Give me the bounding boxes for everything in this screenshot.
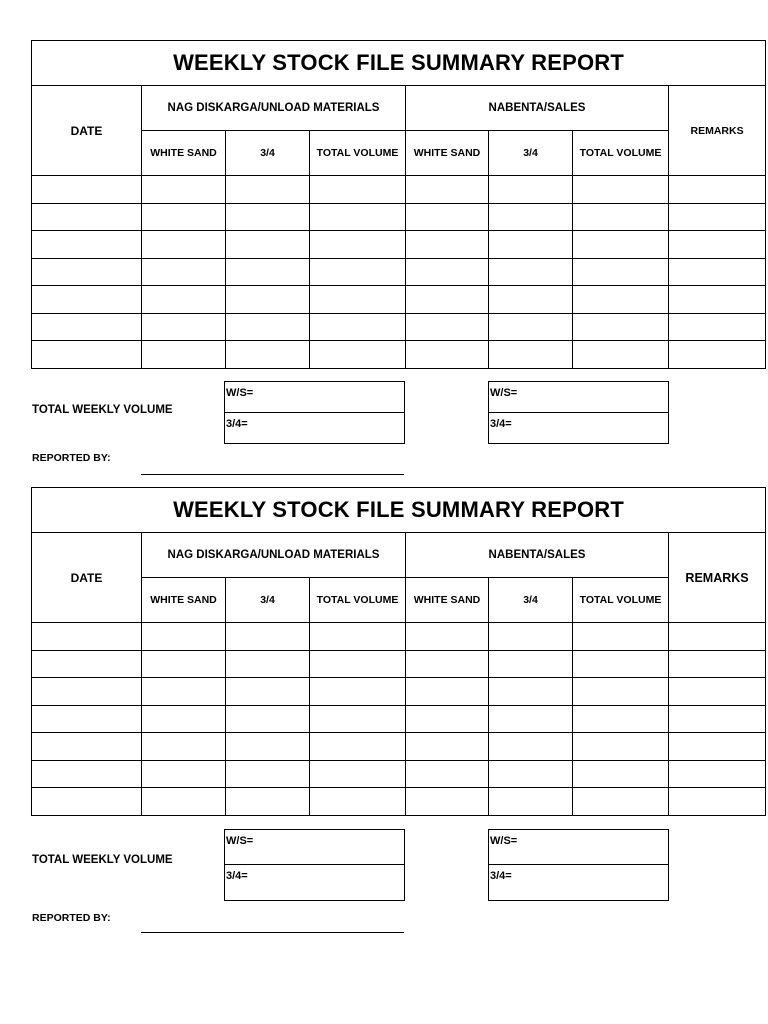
entry-cell[interactable] (573, 231, 669, 259)
entry-cell[interactable] (226, 788, 310, 816)
entry-cell[interactable] (669, 341, 766, 369)
entry-cell[interactable] (573, 203, 669, 231)
reported-by-signature-line[interactable] (141, 474, 404, 475)
unload-materials-header: NAG DISKARGA/UNLOAD MATERIALS (142, 533, 406, 578)
entry-cell[interactable] (489, 286, 573, 314)
sales-totals-box (488, 381, 669, 444)
unload-ws-total-field[interactable]: W/S= (225, 382, 404, 413)
entry-cell[interactable] (226, 760, 310, 788)
entry-cell[interactable] (310, 733, 406, 761)
entry-cell[interactable] (226, 286, 310, 314)
entry-cell[interactable] (142, 286, 226, 314)
entry-cell[interactable] (310, 623, 406, 651)
total-weekly-volume-label: TOTAL WEEKLY VOLUME (32, 403, 173, 416)
entry-cell[interactable] (573, 313, 669, 341)
unload-ws-total-field[interactable]: W/S= (225, 830, 404, 865)
entry-cell[interactable] (142, 760, 226, 788)
entry-cell[interactable] (406, 203, 489, 231)
entry-cell[interactable] (669, 313, 766, 341)
entry-cell[interactable] (226, 623, 310, 651)
entry-cell[interactable] (573, 788, 669, 816)
table-row (32, 203, 766, 231)
remarks-header: REMARKS (669, 86, 766, 176)
entry-cell[interactable] (573, 705, 669, 733)
entry-cell[interactable] (406, 286, 489, 314)
entry-cell[interactable] (489, 733, 573, 761)
entry-cell[interactable] (669, 733, 766, 761)
entry-cell[interactable] (32, 313, 142, 341)
entry-cell[interactable] (669, 258, 766, 286)
entry-cell[interactable] (226, 231, 310, 259)
entry-cell[interactable] (310, 650, 406, 678)
reported-by-label: REPORTED BY: (32, 451, 111, 464)
entry-cell[interactable] (669, 705, 766, 733)
sales-ws-total-field[interactable]: W/S= (489, 382, 668, 413)
entry-cell[interactable] (142, 705, 226, 733)
table-row (32, 341, 766, 369)
sales-header: NABENTA/SALES (406, 533, 669, 578)
entry-cell[interactable] (142, 788, 226, 816)
entry-cell[interactable] (669, 176, 766, 204)
entry-cell[interactable] (226, 176, 310, 204)
entry-cell[interactable] (573, 286, 669, 314)
entry-cell[interactable] (406, 176, 489, 204)
entry-cell[interactable] (32, 760, 142, 788)
entry-cell[interactable] (142, 231, 226, 259)
entry-cell[interactable] (32, 623, 142, 651)
entry-cell[interactable] (669, 650, 766, 678)
entry-cell[interactable] (32, 678, 142, 706)
entry-cell[interactable] (226, 678, 310, 706)
entry-cell[interactable] (489, 650, 573, 678)
entry-cell[interactable] (489, 705, 573, 733)
entry-cell[interactable] (142, 203, 226, 231)
entry-cell[interactable] (406, 788, 489, 816)
table-row (32, 705, 766, 733)
unload-white-sand-header: WHITE SAND (142, 578, 226, 623)
table-row (32, 231, 766, 259)
totals-section (31, 369, 765, 479)
entry-cell[interactable] (489, 788, 573, 816)
entry-cell[interactable] (573, 733, 669, 761)
unload-total-volume-header: TOTAL VOLUME (310, 131, 406, 176)
entry-cell[interactable] (489, 313, 573, 341)
entry-cell[interactable] (32, 341, 142, 369)
entry-cell[interactable] (669, 286, 766, 314)
sales-three-quarter-total-field[interactable]: 3/4= (490, 869, 512, 882)
report-title: WEEKLY STOCK FILE SUMMARY REPORT (32, 488, 766, 533)
entry-cell[interactable] (226, 650, 310, 678)
entry-cell[interactable] (573, 678, 669, 706)
reported-by-label: REPORTED BY: (32, 911, 111, 924)
entry-cell[interactable] (669, 788, 766, 816)
entry-cell[interactable] (32, 231, 142, 259)
entry-cell[interactable] (669, 231, 766, 259)
table-row (32, 313, 766, 341)
report-title: WEEKLY STOCK FILE SUMMARY REPORT (32, 41, 766, 86)
entry-cell[interactable] (489, 341, 573, 369)
entry-cell[interactable] (226, 733, 310, 761)
entry-cell[interactable] (32, 286, 142, 314)
entry-cell[interactable] (32, 788, 142, 816)
table-row (32, 176, 766, 204)
entry-cell[interactable] (310, 678, 406, 706)
entry-cell[interactable] (406, 678, 489, 706)
sales-total-volume-header: TOTAL VOLUME (573, 131, 669, 176)
entry-cell[interactable] (406, 650, 489, 678)
entry-cell[interactable] (669, 623, 766, 651)
entry-cell[interactable] (226, 341, 310, 369)
table-row (32, 760, 766, 788)
entry-cell[interactable] (310, 760, 406, 788)
entry-cell[interactable] (573, 258, 669, 286)
entry-cell[interactable] (489, 678, 573, 706)
entry-cell[interactable] (573, 760, 669, 788)
entry-cell[interactable] (142, 733, 226, 761)
entry-cell[interactable] (310, 203, 406, 231)
stock-report-form-2 (31, 487, 765, 926)
entry-cell[interactable] (406, 341, 489, 369)
entry-cell[interactable] (489, 231, 573, 259)
entry-cell[interactable] (310, 286, 406, 314)
unload-three-quarter-total-field[interactable]: 3/4= (226, 869, 248, 882)
entry-cell[interactable] (669, 760, 766, 788)
unload-three-quarter-header: 3/4 (226, 131, 310, 176)
entry-cell[interactable] (142, 650, 226, 678)
entry-cell[interactable] (573, 341, 669, 369)
stock-report-table (31, 487, 766, 816)
stock-report-form-1 (31, 40, 765, 479)
entry-cell[interactable] (669, 678, 766, 706)
sales-header: NABENTA/SALES (406, 86, 669, 131)
unload-materials-header: NAG DISKARGA/UNLOAD MATERIALS (142, 86, 406, 131)
entry-cell[interactable] (573, 623, 669, 651)
table-row (32, 678, 766, 706)
entry-cell[interactable] (142, 258, 226, 286)
entry-cell[interactable] (32, 258, 142, 286)
entry-cell[interactable] (406, 760, 489, 788)
entry-cell[interactable] (406, 733, 489, 761)
entry-cell[interactable] (489, 258, 573, 286)
entry-cell[interactable] (406, 313, 489, 341)
entry-cell[interactable] (142, 623, 226, 651)
entry-cell[interactable] (142, 341, 226, 369)
entry-cell[interactable] (310, 258, 406, 286)
entry-cell[interactable] (226, 203, 310, 231)
entry-cell[interactable] (406, 623, 489, 651)
table-row (32, 258, 766, 286)
entry-cell[interactable] (32, 733, 142, 761)
sales-white-sand-header: WHITE SAND (406, 131, 489, 176)
entry-cell[interactable] (32, 650, 142, 678)
entry-cell[interactable] (310, 313, 406, 341)
entry-cell[interactable] (573, 650, 669, 678)
unload-totals-box (224, 381, 405, 444)
table-row (32, 788, 766, 816)
sales-white-sand-header: WHITE SAND (406, 578, 489, 623)
entry-cell[interactable] (489, 203, 573, 231)
entry-cell[interactable] (489, 623, 573, 651)
entry-cell[interactable] (310, 341, 406, 369)
reported-by-signature-line[interactable] (141, 932, 404, 933)
sales-totals-box (488, 829, 669, 901)
sales-three-quarter-header: 3/4 (489, 131, 573, 176)
table-row (32, 650, 766, 678)
total-weekly-volume-label: TOTAL WEEKLY VOLUME (32, 853, 173, 866)
table-row (32, 623, 766, 651)
entry-cell[interactable] (142, 678, 226, 706)
entry-cell[interactable] (32, 705, 142, 733)
entry-cell[interactable] (142, 176, 226, 204)
entry-cell[interactable] (669, 203, 766, 231)
entry-cell[interactable] (32, 176, 142, 204)
entry-cell[interactable] (489, 760, 573, 788)
entry-cell[interactable] (406, 705, 489, 733)
entry-cell[interactable] (573, 176, 669, 204)
totals-section (31, 816, 765, 926)
entry-cell[interactable] (406, 258, 489, 286)
sales-total-volume-header: TOTAL VOLUME (573, 578, 669, 623)
unload-totals-box (224, 829, 405, 901)
entry-cell[interactable] (32, 203, 142, 231)
sales-three-quarter-total-field[interactable]: 3/4= (490, 417, 512, 430)
entry-cell[interactable] (489, 176, 573, 204)
unload-three-quarter-total-field[interactable]: 3/4= (226, 417, 248, 430)
sales-three-quarter-header: 3/4 (489, 578, 573, 623)
entry-cell[interactable] (226, 705, 310, 733)
date-header: DATE (32, 533, 142, 623)
sales-ws-total-field[interactable]: W/S= (489, 830, 668, 865)
entry-cell[interactable] (310, 231, 406, 259)
table-row (32, 733, 766, 761)
table-row (32, 286, 766, 314)
entry-cell[interactable] (226, 313, 310, 341)
entry-cell[interactable] (406, 231, 489, 259)
entry-cell[interactable] (142, 313, 226, 341)
unload-total-volume-header: TOTAL VOLUME (310, 578, 406, 623)
entry-cell[interactable] (310, 176, 406, 204)
date-header: DATE (32, 86, 142, 176)
entry-cell[interactable] (310, 705, 406, 733)
unload-three-quarter-header: 3/4 (226, 578, 310, 623)
entry-cell[interactable] (310, 788, 406, 816)
entry-cell[interactable] (226, 258, 310, 286)
unload-white-sand-header: WHITE SAND (142, 131, 226, 176)
remarks-header: REMARKS (669, 533, 766, 623)
stock-report-table (31, 40, 766, 369)
